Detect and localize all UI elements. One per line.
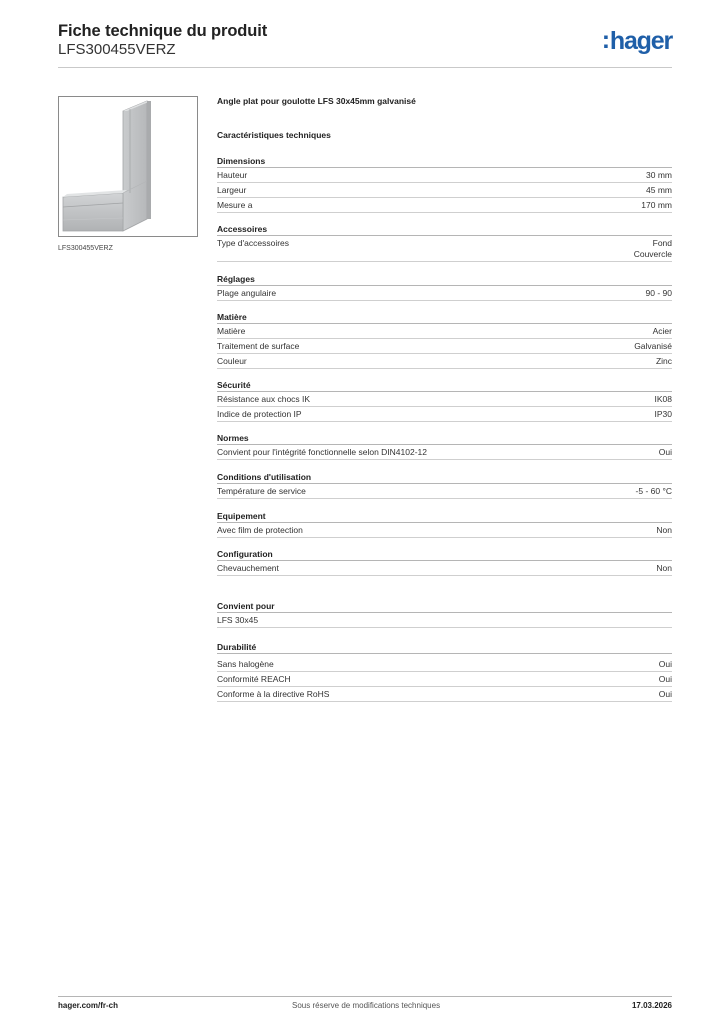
spec-row — [217, 392, 672, 407]
spec-row — [217, 484, 672, 499]
spec-row — [217, 657, 672, 672]
spec-row — [217, 407, 672, 422]
spec-label: Traitement de surface — [217, 341, 300, 351]
spec-value: Fond — [652, 238, 672, 248]
spec-label: Température de service — [217, 486, 306, 496]
spec-value: Galvanisé — [634, 341, 672, 351]
spec-row — [217, 339, 672, 354]
disclaimer-text: Sous réserve de modifications techniques — [292, 1001, 441, 1010]
spec-row — [217, 354, 672, 369]
spec-label: Conforme à la directive RoHS — [217, 689, 330, 699]
spec-row — [217, 613, 672, 628]
spec-label: Indice de protection IP — [217, 409, 302, 419]
section-title-dimensions: Dimensions — [217, 156, 672, 168]
product-image — [58, 96, 198, 237]
website-link[interactable]: hager.com/fr-ch — [58, 1001, 119, 1010]
spec-row — [217, 672, 672, 687]
section-title-conditions: Conditions d'utilisation — [217, 472, 672, 484]
spec-row — [217, 445, 672, 460]
spec-value: Oui — [658, 447, 672, 457]
spec-value: 45 mm — [646, 185, 672, 195]
spec-row — [217, 687, 672, 702]
spec-label: Matière — [217, 326, 246, 336]
section-title-reglages: Réglages — [217, 274, 672, 286]
spec-value: Non — [656, 563, 672, 573]
logo-text: hager — [609, 27, 672, 55]
spec-row — [217, 286, 672, 301]
logo-colon: : — [601, 26, 609, 54]
spec-label: Type d'accessoires — [217, 238, 290, 248]
spec-label: Sans halogène — [217, 659, 274, 669]
spec-value: 30 mm — [646, 170, 672, 180]
spec-row — [217, 183, 672, 198]
page-footer — [58, 996, 672, 1014]
spec-value: IK08 — [654, 394, 672, 404]
spec-label: Plage angulaire — [217, 288, 277, 298]
spec-value: IP30 — [654, 409, 672, 419]
spec-value: Zinc — [655, 356, 672, 366]
product-image-caption: LFS300455VERZ — [58, 245, 113, 252]
spec-label: Couleur — [217, 356, 247, 366]
spec-row — [217, 561, 672, 576]
specifications-subtitle: Caractéristiques techniques — [217, 130, 331, 140]
spec-row — [217, 324, 672, 339]
spec-value: Oui — [658, 674, 672, 684]
spec-label: LFS 30x45 — [217, 615, 259, 625]
flat-angle-illustration — [59, 97, 197, 236]
section-title-securite: Sécurité — [217, 380, 672, 392]
spec-row — [217, 168, 672, 183]
document-title: Fiche technique du produit — [58, 22, 268, 40]
spec-value: 90 - 90 — [645, 288, 672, 298]
hager-logo — [602, 27, 672, 56]
spec-label: Largeur — [217, 185, 247, 195]
spec-label: Avec film de protection — [217, 525, 303, 535]
document-date: 17.03.2026 — [631, 1001, 672, 1010]
spec-label: Convient pour l'intégrité fonctionnelle selon DIN4102-12 — [217, 447, 428, 457]
spec-label: Résistance aux chocs IK — [217, 394, 311, 404]
spec-value: Non — [656, 525, 672, 535]
section-title-durabilite: Durabilité — [217, 642, 672, 654]
spec-value: 170 mm — [641, 200, 672, 210]
spec-value: Oui — [658, 659, 672, 669]
section-title-configuration: Configuration — [217, 549, 672, 561]
section-title-matiere: Matière — [217, 312, 672, 324]
section-title-convient-pour: Convient pour — [217, 601, 672, 613]
spec-row — [217, 236, 672, 262]
spec-label: Mesure a — [217, 200, 253, 210]
section-title-equipement: Equipement — [217, 511, 672, 523]
product-reference: LFS300455VERZ — [58, 41, 176, 58]
page-header — [58, 20, 672, 68]
spec-row — [217, 523, 672, 538]
spec-label: Chevauchement — [217, 563, 279, 573]
spec-value: Oui — [658, 689, 672, 699]
product-description: Angle plat pour goulotte LFS 30x45mm galvanisé — [217, 96, 416, 106]
section-title-normes: Normes — [217, 433, 672, 445]
spec-value: -5 - 60 °C — [635, 486, 672, 496]
section-title-accessoires: Accessoires — [217, 224, 672, 236]
spec-row — [217, 198, 672, 213]
spec-label: Hauteur — [217, 170, 248, 180]
spec-value-secondary: Couvercle — [633, 249, 672, 259]
spec-value: Acier — [652, 326, 672, 336]
spec-label: Conformité REACH — [217, 674, 291, 684]
